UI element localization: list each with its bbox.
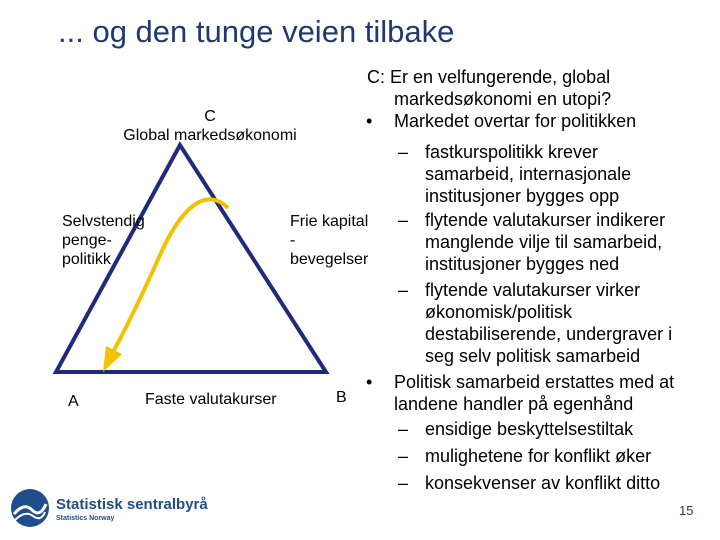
- sub-item: mulighetene for konflikt øker: [425, 446, 652, 466]
- independent-monetary-policy-label: [62, 212, 145, 269]
- sub-item-continued: økonomisk/politisk: [425, 302, 573, 322]
- sub-item-continued: institusjoner bygges opp: [425, 186, 620, 206]
- bullet-item-continued: landene handler på egenhånd: [394, 394, 634, 414]
- left-label-line-3: politikk: [62, 251, 111, 268]
- vertex-a-label: A: [68, 393, 79, 410]
- text-line: markedsøkonomi en utopi?: [394, 89, 612, 109]
- dash-marker: –: [398, 419, 409, 439]
- global-market-economy-label: Global markedsøkonomi: [123, 127, 297, 144]
- sub-item: fastkurspolitikk krever: [425, 142, 599, 162]
- top-vertex-letter: C: [204, 108, 216, 125]
- ssb-logo-icon: [10, 488, 50, 528]
- sub-item: flytende valutakurser virker: [425, 280, 641, 300]
- dash-marker: –: [398, 142, 409, 162]
- page-number: 15: [679, 503, 694, 518]
- sub-item: konsekvenser av konflikt ditto: [425, 473, 661, 493]
- sub-item-continued: seg selv politisk samarbeid: [425, 346, 641, 366]
- logo-name: Statistisk sentralbyrå: [56, 496, 208, 513]
- right-label-line-3: bevegelser: [290, 251, 369, 268]
- dash-marker: –: [398, 280, 409, 300]
- right-label-line-1: Frie kapital: [290, 213, 369, 230]
- ssb-logo: [10, 488, 220, 528]
- bullet-item: Politisk samarbeid erstattes med at: [394, 372, 675, 392]
- bullet-marker: •: [366, 372, 373, 392]
- vertex-b-label: B: [336, 389, 347, 406]
- text-line: C: Er en velfungerende, global: [367, 67, 611, 87]
- curved-arrow-head: [103, 346, 122, 372]
- dash-marker: –: [398, 210, 409, 230]
- free-capital-movements-label: [290, 212, 368, 269]
- left-label-line-1: Selvstendig: [62, 213, 145, 230]
- logo-subtitle: Statistics Norway: [56, 515, 115, 522]
- bullet-item: Markedet overtar for politikken: [394, 111, 637, 131]
- top-vertex-label: [110, 107, 310, 145]
- dash-marker: –: [398, 473, 409, 493]
- sub-item-continued: institusjoner bygges ned: [425, 254, 620, 274]
- fixed-exchange-rates-label: Faste valutakurser: [145, 391, 277, 408]
- dash-marker: –: [398, 446, 409, 466]
- slide-title: ... og den tunge veien tilbake: [58, 14, 455, 49]
- sub-item: ensidige beskyttelsestiltak: [425, 419, 634, 439]
- bullet-marker: •: [366, 111, 373, 131]
- left-label-line-2: penge-: [62, 232, 112, 249]
- sub-item-continued: destabiliserende, undergraver i: [425, 324, 673, 344]
- sub-item: flytende valutakurser indikerer: [425, 210, 666, 230]
- sub-item-continued: samarbeid, internasjonale: [425, 164, 632, 184]
- sub-item-continued: manglende vilje til samarbeid,: [425, 232, 663, 252]
- right-label-line-2: -: [290, 232, 296, 249]
